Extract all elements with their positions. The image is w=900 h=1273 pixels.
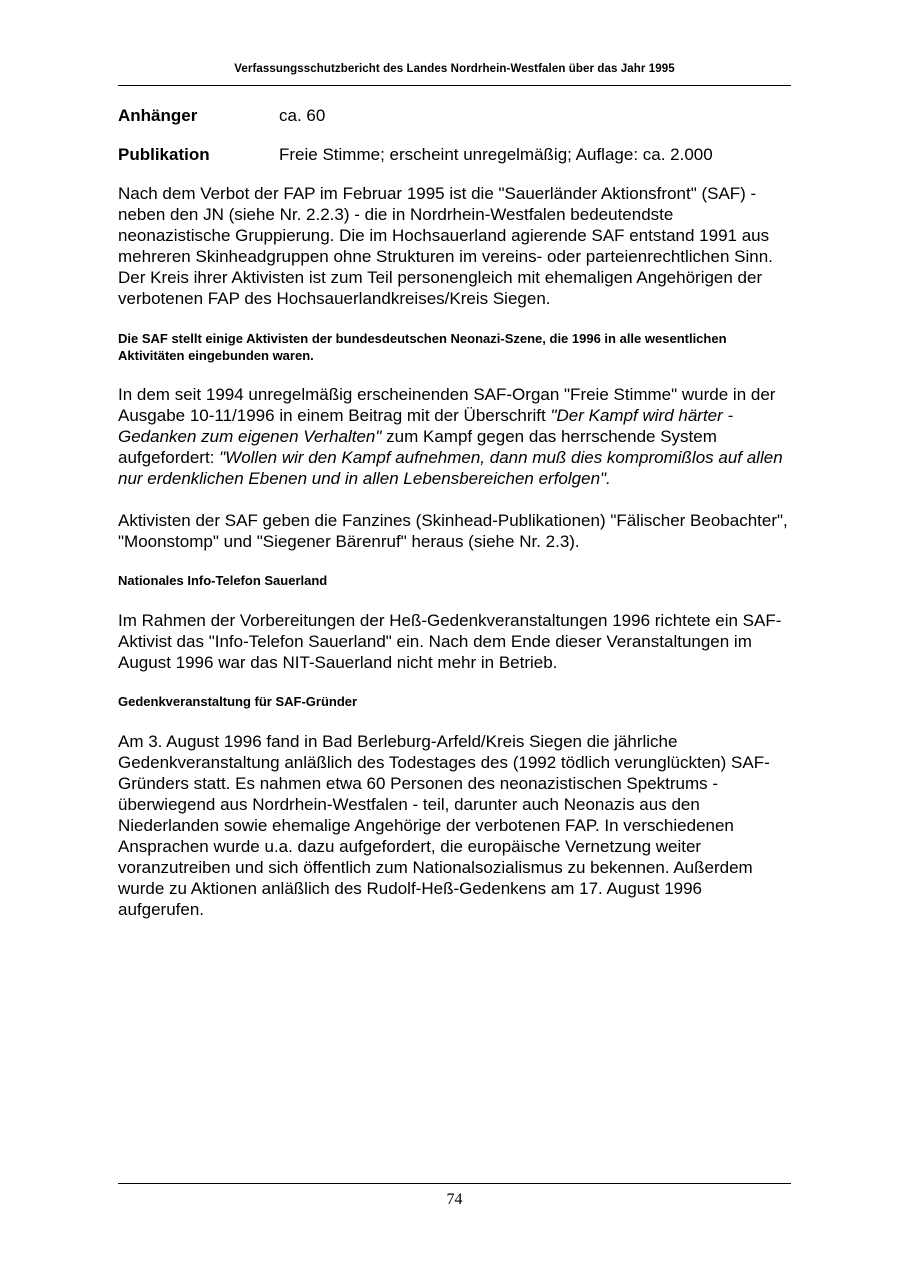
section-heading-info-telefon: Nationales Info-Telefon Sauerland: [118, 573, 328, 588]
running-header: Verfassungsschutzbericht des Landes Nordrhein-Westfalen über das Jahr 1995: [234, 63, 675, 75]
text-run: zum Kampf gegen das herrschende System aufgefordert:: [118, 427, 717, 467]
citation-quote: "Wollen wir den Kampf aufnehmen, dann muß dies kompromißlos auf allen nur erdenklichen Ebenen und in allen Lebensbereichen erfolgen".: [118, 448, 783, 488]
paragraph-saf-intro: Nach dem Verbot der FAP im Februar 1995 ist die "Sauerländer Aktionsfront" (SAF) - neben den JN (siehe Nr. 2.2.3) - die in Nordrhein-Westfalen bedeutendste neonazistische Gruppierung. Die im Hochsauerland agierende SAF entstand 1991 aus mehreren Skinheadgruppen ohne Strukturen im vereins- oder parteienrechtlichen Sinn. Der Kreis ihrer Aktivisten ist zum Teil personengleich mit ehemaligen Angehörigen der verbotenen FAP des Hochsauerlandkreises/Kreis Siegen.: [118, 184, 773, 308]
definition-term: Anhänger: [118, 106, 198, 125]
page-content: [118, 105, 790, 941]
definition-value: Freie Stimme; erscheint unregelmäßig; Auflage: ca. 2.000: [279, 145, 713, 164]
definition-value: ca. 60: [279, 106, 326, 125]
page-number: 74: [446, 1191, 463, 1208]
paragraph-fanzines: Aktivisten der SAF geben die Fanzines (Skinhead-Publikationen) "Fälischer Beobachter", "Moonstomp" und "Siegener Bärenruf" heraus (siehe Nr. 2.3).: [118, 511, 788, 551]
paragraph-freie-stimme: [118, 384, 790, 489]
paragraph-gedenkveranstaltung: Am 3. August 1996 fand in Bad Berleburg-Arfeld/Kreis Siegen die jährliche Gedenkveranstaltung anläßlich des Todestages des (1992 tödlich verunglückten) SAF- Gründers statt. Es nahmen etwa 60 Personen des neonazistischen Spektrums - überwiegend aus Nordrhein-Westfalen - teil, darunter auch Neonazis aus den Niederlanden sowie ehemalige Angehörige der verbotenen FAP. In verschiedenen Ansprachen wurde u.a. dazu aufgefordert, die europäische Vernetzung weiter voranzutreiben und sich öffentlich zum Nationalsozialismus zu bekennen. Außerdem wurde zu Aktionen anläßlich des Rudolf-Heß-Gedenkens am 17. August 1996 aufgerufen.: [118, 732, 770, 919]
definition-row-anhaenger: [118, 105, 790, 126]
section-heading-gedenkveranstaltung: Gedenkveranstaltung für SAF-Gründer: [118, 694, 358, 709]
definition-row-publikation: [118, 144, 790, 165]
article-title-quote: "Der Kampf wird härter - Gedanken zum eigenen Verhalten": [118, 406, 734, 446]
paragraph-info-telefon: Im Rahmen der Vorbereitungen der Heß-Gedenkveranstaltungen 1996 richtete ein SAF- Aktivist das "Info-Telefon Sauerland" ein. Nach dem Ende dieser Veranstaltungen im August 1996 war das NIT-Sauerland nicht mehr in Betrieb.: [118, 611, 782, 672]
definition-term: Publikation: [118, 145, 210, 164]
text-run: In dem seit 1994 unregelmäßig erscheinenden SAF-Organ "Freie Stimme" wurde in der Ausgabe 10-11/1996 in einem Beitrag mit der Überschrift: [118, 385, 776, 425]
footer-divider: [118, 1183, 791, 1184]
summary-bold-text: Die SAF stellt einige Aktivisten der bundesdeutschen Neonazi-Szene, die 1996 in alle wesentlichen Aktivitäten eingebunden waren.: [118, 331, 727, 363]
header-divider: [118, 85, 791, 86]
